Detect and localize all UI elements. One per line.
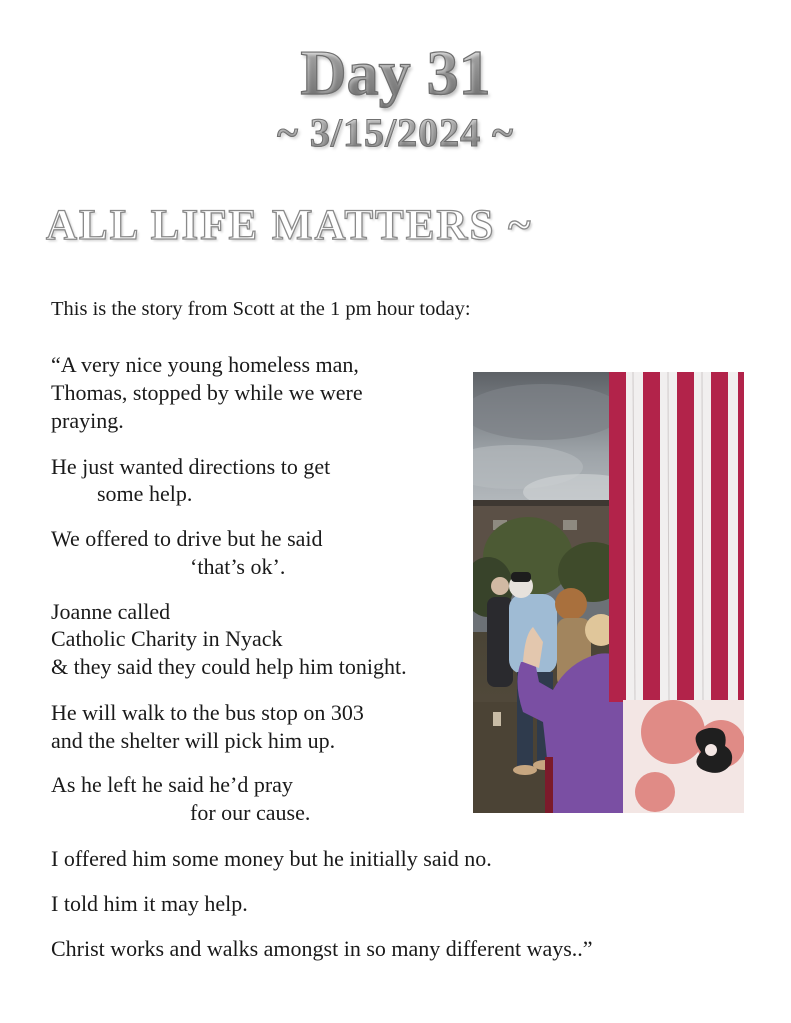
prayer-vigil-photo: [473, 372, 744, 813]
story-line: Joanne called: [51, 599, 171, 624]
story-line: for our cause.: [190, 800, 311, 825]
story-line: Thomas, stopped by while we were: [51, 380, 363, 405]
american-flag: [609, 372, 744, 702]
story-line: He just wanted directions to get: [51, 454, 331, 479]
story-line: He will walk to the bus stop on 303: [51, 700, 364, 725]
story-line: and the shelter will pick him up.: [51, 728, 336, 753]
story-line: ‘that’s ok’.: [190, 554, 286, 579]
story-line: & they said they could help him tonight.: [51, 654, 407, 679]
story-line: some help.: [97, 481, 193, 506]
story-line: “A very nice young homeless man,: [51, 352, 359, 377]
story-line: I told him it may help.: [51, 891, 248, 916]
story-line: Christ works and walks amongst in so many different ways..”: [51, 936, 593, 961]
motto-heading: ALL LIFE MATTERS ~: [46, 202, 533, 249]
woman-head: [555, 588, 587, 620]
story-line: We offered to drive but he said: [51, 526, 323, 551]
date-subtitle: ~ 3/15/2024 ~: [0, 108, 791, 158]
story-line: Catholic Charity in Nyack: [51, 626, 283, 651]
day-title: Day 31: [0, 38, 791, 108]
story-line: praying.: [51, 408, 124, 433]
story-line: I offered him some money but he initially said no.: [51, 846, 492, 871]
story-line: As he left he said he’d pray: [51, 772, 293, 797]
banner-sign: [623, 700, 744, 813]
intro-line: This is the story from Scott at the 1 pm hour today:: [51, 298, 471, 320]
